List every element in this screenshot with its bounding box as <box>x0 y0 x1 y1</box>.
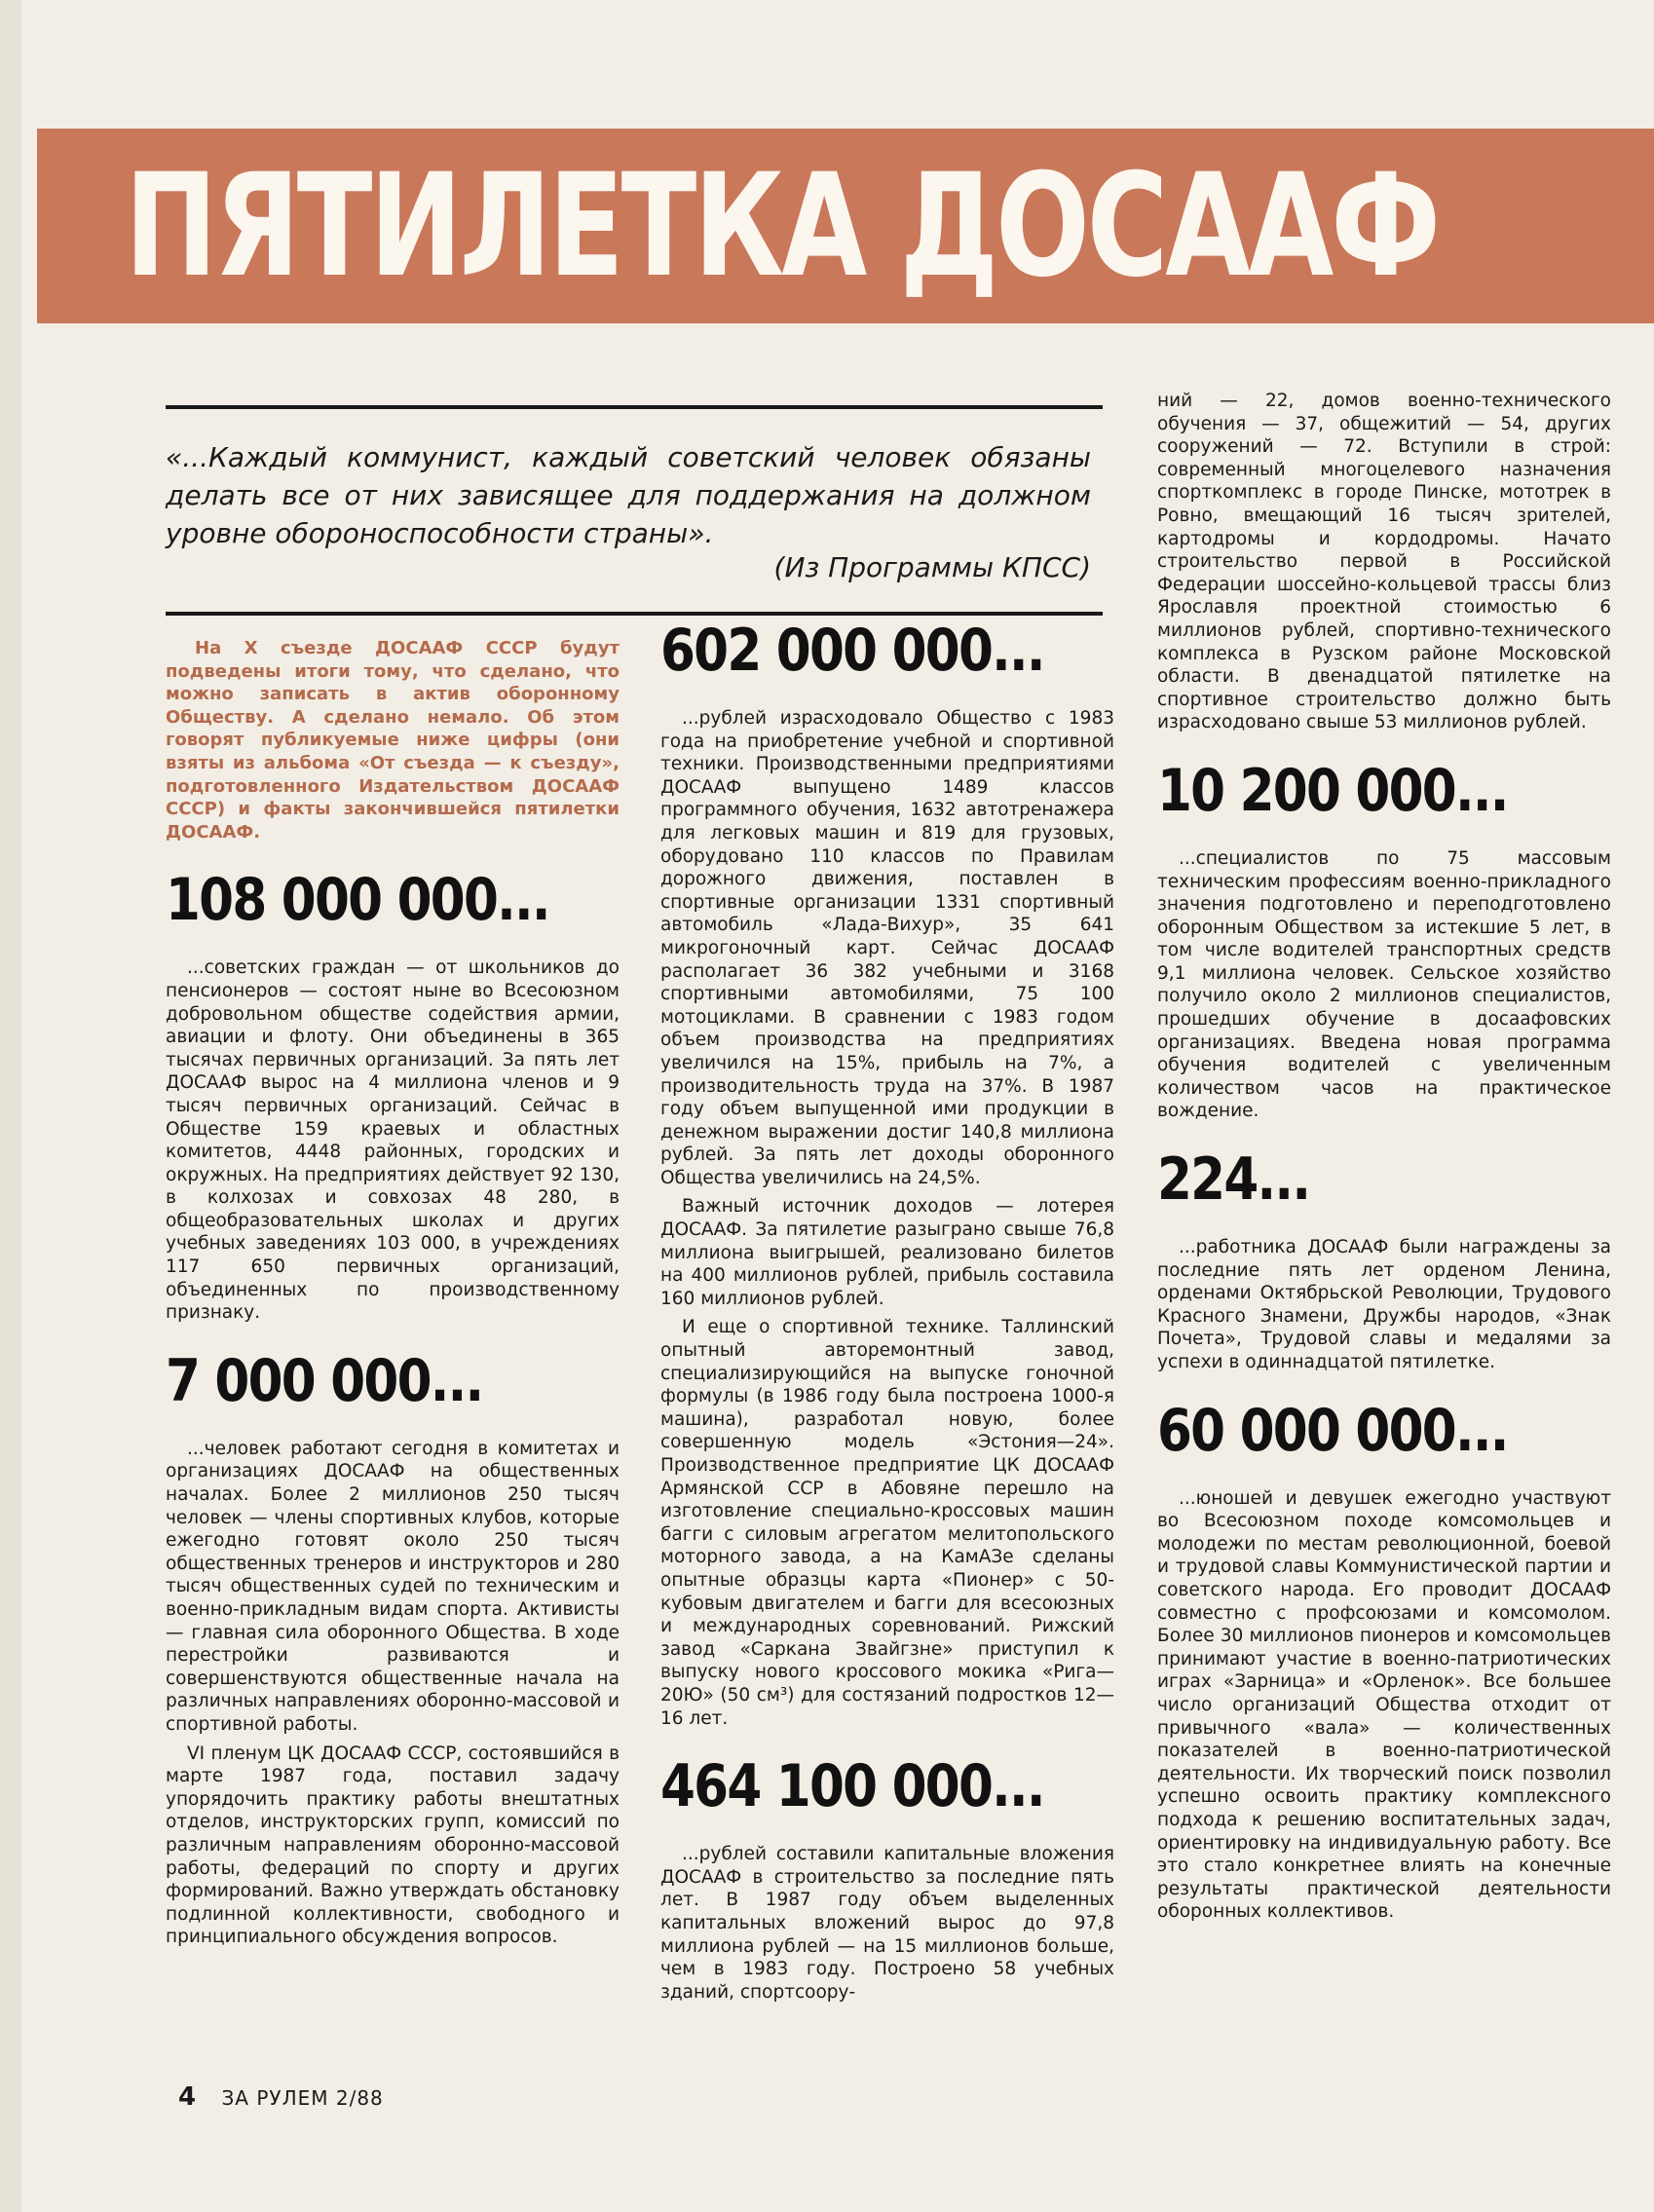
section-4-paragraph: ...рублей составили капитальные вложения ДОСААФ в строительство за последние пять лет. В 1987 году объем выделенных капитальных вложений вырос до 97,8 миллиона рублей — на 15 миллионов больше, чем в 1983 году. Построено 58 учебных зданий, спортсоору- <box>660 1844 1114 2003</box>
column-2 <box>660 619 1114 2009</box>
divider-bottom <box>166 612 1103 616</box>
column-1 <box>166 637 620 1955</box>
section-7-paragraph: ...юношей и девушек ежегодно участвуют во Всесоюзном походе комсомольцев и молодежи по местам революционной, боевой и трудовой славы Коммунистической партии и советского народа. Его проводит ДОСААФ совместно с профсоюзами и комсомолом. Более 30 миллионов пионеров и комсомольцев принимают участие в военно-патриотических играх «Зарница» и «Орленок». Все большее число организаций Общества отходит от привычного «вала» — количественных показателей в военно-патриотической деятельности. Их творческий поиск позволил успешно освоить практику комплексного подхода к решению воспитательных задач, ориентировку на индивидуальную работу. Все это стало конкретнее влиять на конечные результаты практической деятельности оборонных коллективов. <box>1157 1487 1611 1923</box>
section-2-paragraph-1: ...человек работают сегодня в комитетах и организациях ДОСААФ на общественных началах. Более 2 миллионов 250 тысяч человек — члены спортивных клубов, которые ежегодно готовят около 250 тысяч общественных тренеров и инструкторов и 280 тысяч общественных судей по техническим и военно-прикладным видам спорта. Активисты — главная сила оборонного Общества. В ходе перестройки развиваются и совершенствуются общественные начала на различных направлениях оборонно-массовой и спортивной работы. <box>166 1438 620 1735</box>
section-6-paragraph: ...работника ДОСААФ были награждены за последние пять лет орденом Ленина, орденами Октябрьской Революции, Трудового Красного Знамени, Дружбы народов, «Знак Почета», Трудовой славы и медалями за успехи в одиннадцатой пятилетке. <box>1157 1237 1611 1372</box>
section-1-paragraph: ...советских граждан — от школьников до пенсионеров — состоят ныне во Всесоюзном добровольном обществе содействия армии, авиации и флоту. Они объединены в 365 тысячах первичных организаций. За пять лет ДОСААФ вырос на 4 миллиона членов и 9 тысяч первичных организаций. Сейчас в Обществе 159 краевых и областных комитетов, 4448 районных, городских и окружных. На предприятиях действует 92 130, в колхозах и совхозах 48 280, в общеобразовательных школах и других учебных заведениях 103 000, в учреждениях 117 650 первичных организаций, объединенных по производственному признаку. <box>166 957 620 1324</box>
figure-602m: 602 000 000... <box>660 617 1044 685</box>
figure-108m: 108 000 000... <box>166 866 549 935</box>
magazine-issue: ЗА РУЛЕМ 2/88 <box>221 2086 384 2110</box>
section-5-paragraph: ...специалистов по 75 массовым техническим профессиям военно-прикладного значения подготовлено и переподготовлено оборонным Обществом за истекшие 5 лет, в том числе водителей транспортных средств 9,1 миллиона человек. Сельское хозяйство получило около 2 миллионов специалистов, прошедших обучение в досаафовских организациях. Введена новая программа обучения водителей с увеличенным количеством часов на практическое вождение. <box>1157 847 1611 1122</box>
figure-224: 224... <box>1157 1145 1310 1215</box>
section-3-paragraph-1: ...рублей израсходовало Общество с 1983 года на приобретение учебной и спортивной техники. Производственными предприятиями ДОСААФ выпущено 1489 классов программного обучения, 1632 автотренажера для легковых машин и 819 для грузовых, оборудовано 110 классов по Правилам дорожного движения, поставлен в спортивные организации 1331 спортивный автомобиль «Лада-Вихур», 35 641 микрогоночный карт. Сейчас ДОСААФ располагает 36 382 учебными и 3168 спортивными автомобилями, 75 100 мотоциклами. В сравнении с 1983 годом объем производства на предприятиях увеличился на 15%, прибыль на 7%, а производительность труда на 37%. В 1987 году объем выпущенной ими продукции в денежном выражении достиг 140,8 миллиона рублей. За пять лет доходы оборонного Общества увеличились на 24,5%. <box>660 708 1114 1188</box>
intro-text <box>166 637 620 844</box>
page-number: 4 <box>178 2082 198 2112</box>
figure-464m: 464 100 000... <box>660 1752 1044 1821</box>
section-3-paragraph-2: Важный источник доходов — лотерея ДОСААФ. За пятилетие разыграно свыше 76,8 миллиона выигрышей, реализовано билетов на 400 миллионов рублей, прибыль составила 160 миллионов рублей. <box>660 1196 1114 1309</box>
figure-7m: 7 000 000... <box>166 1346 483 1415</box>
divider-top <box>166 405 1103 409</box>
figure-10-2m: 10 200 000... <box>1157 756 1508 825</box>
section-4-continued: ний — 22, домов военно-технического обучения — 37, общежитий — 54, других сооружений — 72. Вступили в строй: современный многоцелевого назначения спорткомплекс в городе Пинске, мототрек в Ровно, вмещающий 16 тысяч зрителей, картодромы и кордодромы. Начато строительство первой в Российской Федерации шоссейно-кольцевой трассы близ Ярославля проектной стоимостью 6 миллионов рублей, спортивно-технического комплекса в Рузском районе Московской области. В двенадцатой пятилетке на спортивное строительство должно быть израсходовано свыше 53 миллионов рублей. <box>1157 391 1611 733</box>
section-2-paragraph-2: VI пленум ЦК ДОСААФ СССР, состоявшийся в марте 1987 года, поставил задачу упорядочить практику работы внештатных отделов, инструкторских групп, комиссий по различным направлениям оборонно-массовой работы, федераций по спорту и других формирований. Важно утверждать обстановку подлинной коллективности, свободного и принципиального обсуждения вопросов. <box>166 1743 620 1948</box>
epigraph-source: (Из Программы КПСС) <box>773 551 1091 583</box>
section-3-paragraph-3: И еще о спортивной технике. Таллинский опытный авторемонтный завод, специализирующийся на выпуске гоночной формулы (в 1986 году была построена 1000-я машина), разработал новую, более совершенную модель «Эстония—24». Производственное предприятие ЦК ДОСААФ Армянской ССР в Абовяне перешло на изготовление специально-кроссовых машин багги с силовым агрегатом мелитопольского моторного завода, а на КамАЗе сделаны опытные образцы карта «Пионер» с 50-кубовым двигателем и багги для всесоюзных и международных соревнований. Рижский завод «Саркана Звайгзне» приступил к выпуску нового кроссового мокика «Рига—20Ю» (50 см³) для состязаний подростков 12—16 лет. <box>660 1317 1114 1729</box>
epigraph-quote: «...Каждый коммунист, каждый советский человек обязаны делать все от них зависящее для поддержания на должном уровне обороноспособности страны». <box>166 441 1091 549</box>
page-footer <box>178 2082 384 2112</box>
intro-paragraph: На X съезде ДОСААФ СССР будут подведены итоги тому, что сделано, что можно записать в актив оборонному Обществу. А сделано немало. Об этом говорят публикуемые ниже цифры (они взяты из альбома «От съезда — к съезду», подготовленного Издательством ДОСААФ СССР) и факты закончившейся пятилетки ДОСААФ. <box>166 638 620 843</box>
figure-60m: 60 000 000... <box>1157 1396 1508 1465</box>
page-title: ПЯТИЛЕТКА ДОСААФ <box>125 143 1439 309</box>
page-edge <box>0 0 21 2212</box>
column-3 <box>1157 390 1611 1930</box>
